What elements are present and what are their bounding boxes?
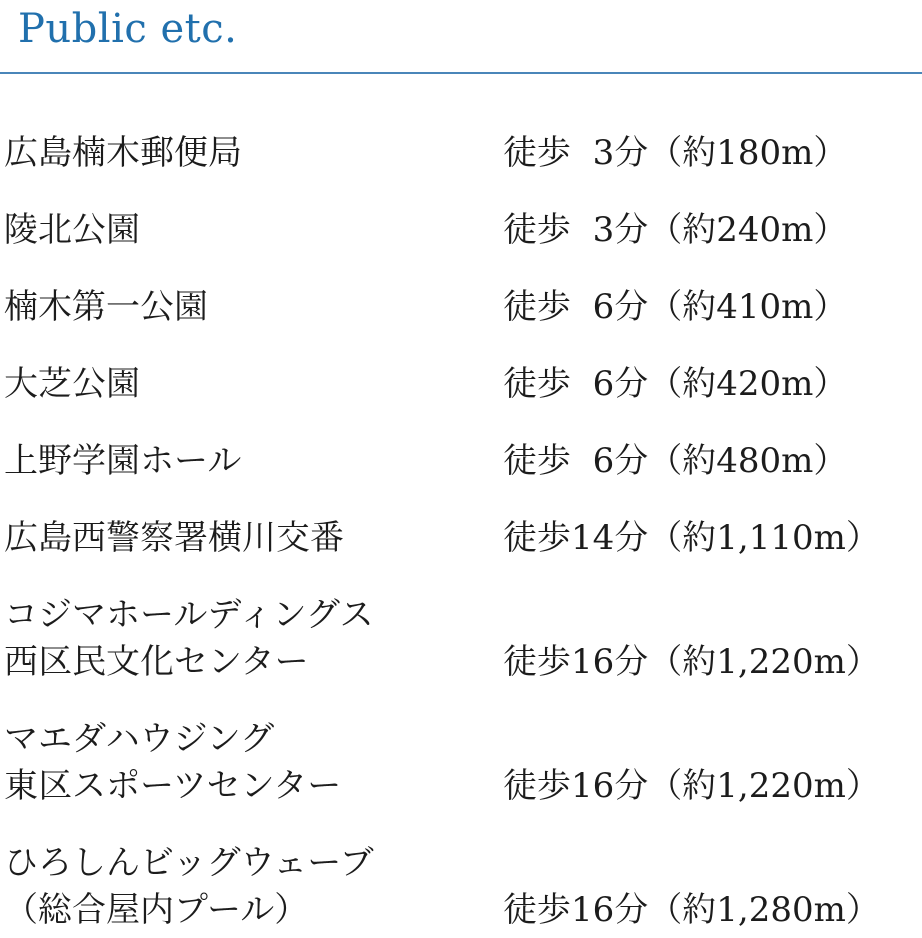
- page-title: Public etc.: [18, 6, 238, 52]
- walk-distance: 徒歩 3分（約240m）: [503, 210, 848, 250]
- facility-name: [4, 515, 503, 562]
- facility-name: [4, 130, 503, 177]
- facility-name: [4, 284, 503, 331]
- facility-name-line: ひろしんビッグウェーブ: [4, 843, 374, 883]
- facility-name-line: マエダハウジング: [4, 719, 275, 759]
- facility-row: [4, 438, 922, 485]
- facility-name: [4, 207, 503, 254]
- facility-name-line: 広島楠木郵便局: [4, 133, 242, 173]
- facility-name-line: 陵北公園: [4, 210, 140, 250]
- walk-distance: 徒歩16分（約1,220m）: [503, 642, 880, 682]
- section-header: [0, 0, 922, 53]
- facility-name: [4, 592, 503, 686]
- facility-name-line: 広島西警察署横川交番: [4, 518, 344, 558]
- facility-list: [0, 130, 922, 934]
- facility-row: [4, 207, 922, 254]
- facility-name: [4, 840, 503, 934]
- title-divider: [0, 72, 922, 74]
- facility-row: [4, 130, 922, 177]
- facility-row: [4, 284, 922, 331]
- walk-distance: 徒歩16分（約1,280m）: [503, 890, 880, 930]
- facility-name-line: 大芝公園: [4, 364, 140, 404]
- facility-name-line: 西区民文化センター: [4, 642, 309, 682]
- walk-distance: 徒歩 6分（約420m）: [503, 364, 848, 404]
- facility-name-line: 東区スポーツセンター: [4, 766, 342, 806]
- walk-distance: 徒歩 6分（約410m）: [503, 287, 848, 327]
- facility-row: [4, 515, 922, 562]
- facility-row: [4, 361, 922, 408]
- walk-distance: 徒歩 6分（約480m）: [503, 441, 848, 481]
- facility-name-line: 上野学園ホール: [4, 441, 242, 481]
- facility-name-line: （総合屋内プール）: [4, 890, 309, 930]
- walk-distance: 徒歩16分（約1,220m）: [503, 766, 880, 806]
- facility-name: [4, 438, 503, 485]
- facility-name: [4, 716, 503, 810]
- facility-name: [4, 361, 503, 408]
- facility-row: [4, 840, 922, 934]
- facility-name-line: 楠木第一公園: [4, 287, 208, 327]
- facility-row: [4, 592, 922, 686]
- facility-name-line: コジマホールディングス: [4, 595, 374, 635]
- walk-distance: 徒歩 3分（約180m）: [503, 133, 848, 173]
- facility-row: [4, 716, 922, 810]
- walk-distance: 徒歩14分（約1,110m）: [503, 518, 880, 558]
